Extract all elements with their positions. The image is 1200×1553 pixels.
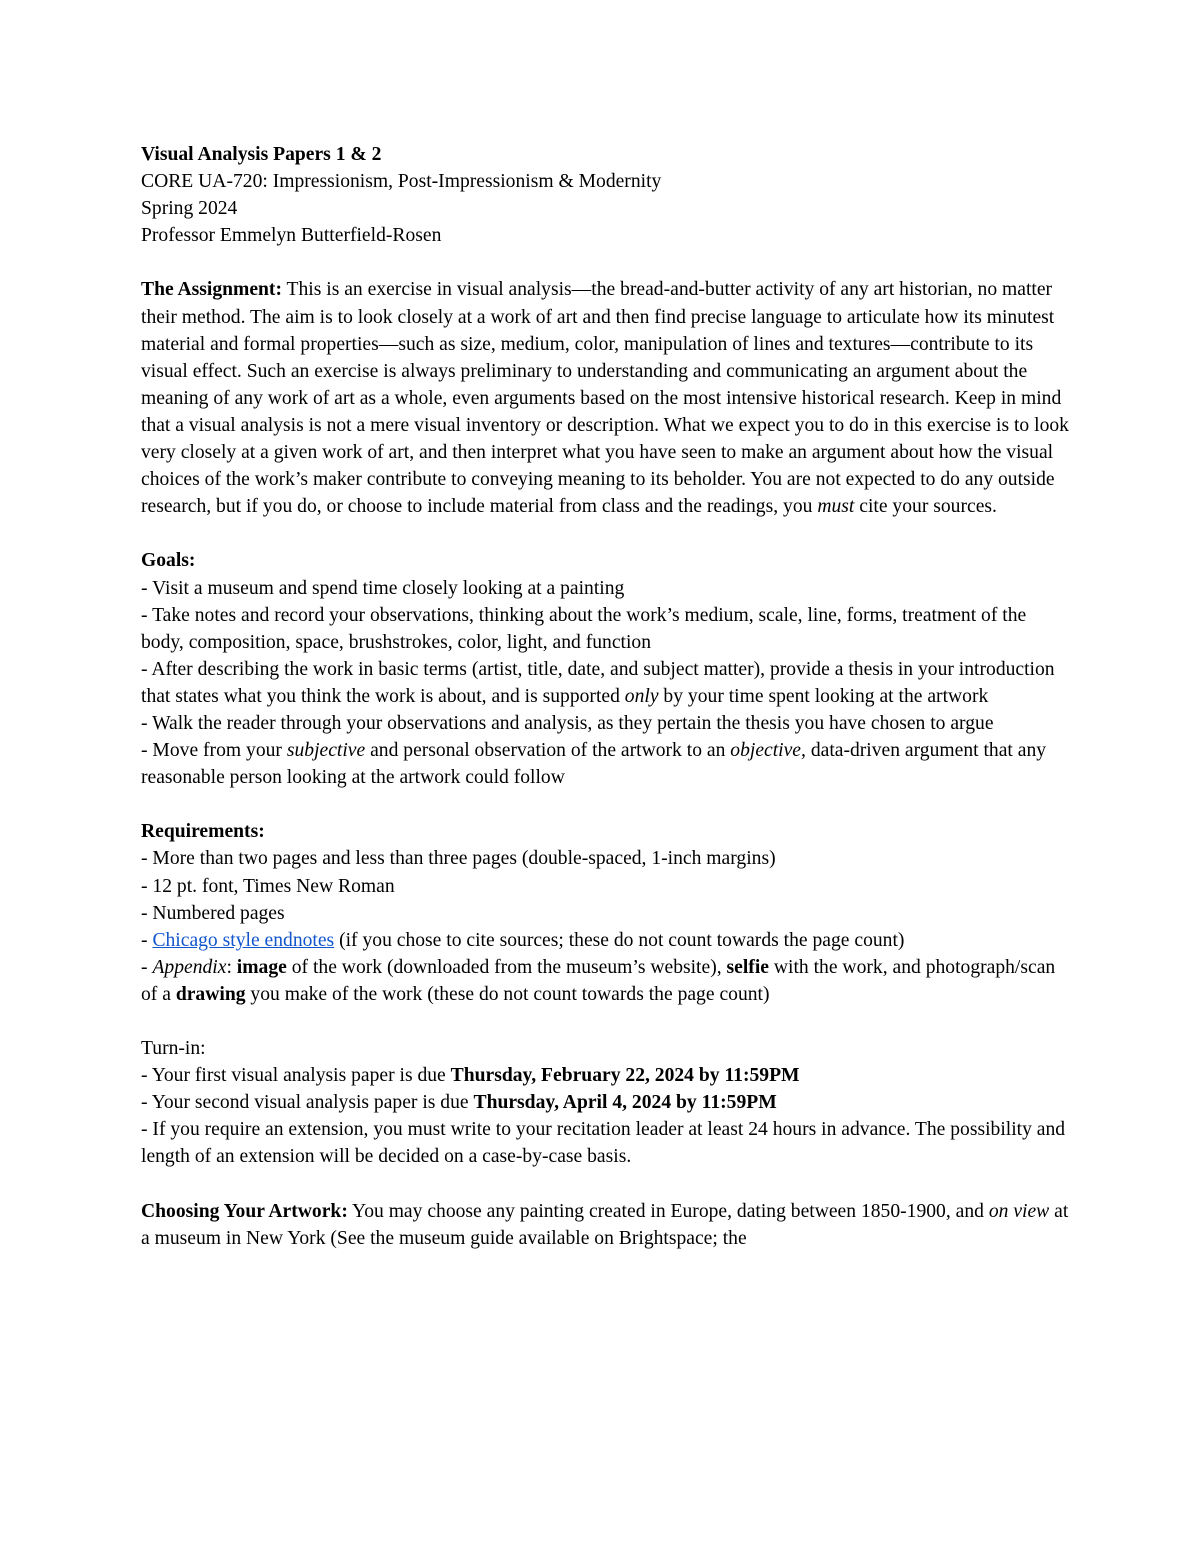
term: Spring 2024	[141, 198, 238, 220]
goals-section	[141, 547, 1071, 791]
turnin-item	[141, 1089, 1071, 1116]
professor-name: Professor Emmelyn Butterfield-Rosen	[141, 225, 442, 247]
assignment-emphasis: must	[817, 496, 855, 518]
requirements-item-text: :	[226, 956, 237, 978]
goals-heading: Goals:	[141, 550, 196, 572]
assignment-text-a: This is an exercise in visual analysis—the bread-and-butter activity of any art historian, no matter their method. The aim is to look closely at a work of art and then find precise language to articulate how its minutest material and formal properties—such as size, medium, color, manipulation of lines and textures—contribute to its visual effect. Such an exercise is always preliminary to understanding and communicating an argument about the meaning of any work of art as a whole, even arguments based on the most intensive historical research. Keep in mind that a visual analysis is not a mere visual inventory or description. What we expect you to do in this exercise is to look very closely at a given work of art, and then interpret what you have seen to make an argument about how the visual choices of the work’s maker contribute to conveying meaning to its beholder. You are not expected to do any outside research, but if you do, or choose to include material from class and the readings, you	[141, 279, 1069, 518]
document-title: Visual Analysis Papers 1 & 2	[141, 144, 382, 165]
requirements-item: - 12 pt. font, Times New Roman	[141, 875, 395, 897]
choosing-text-a: You may choose any painting created in Europe, dating between 1850-1900, and	[347, 1200, 989, 1222]
selfie-label: selfie	[726, 956, 769, 978]
goals-item-emphasis: only	[624, 685, 659, 707]
goals-item-text: data-driven argument that any reasonable person looking at the artwork could follow	[141, 740, 1047, 789]
turnin-item-text: - Your second visual analysis paper is due	[141, 1092, 474, 1114]
turnin-heading: Turn-in:	[141, 1038, 206, 1060]
goals-item: - Walk the reader through your observations and analysis, as they pertain the thesis you have chosen to argue	[141, 712, 994, 734]
goals-item-text: - After describing the work in basic terms (artist, title, date, and subject matter), provide a thesis in your introduction that states what you think the work is about, and is supported	[141, 658, 1055, 707]
chicago-style-endnotes-link[interactable]: Chicago style endnotes	[152, 929, 335, 951]
requirements-item: - Numbered pages	[141, 902, 285, 924]
assignment-heading: The Assignment:	[141, 279, 282, 301]
goals-item: - Take notes and record your observations, thinking about the work’s medium, scale, line, forms, treatment of the body, composition, space, brushstrokes, color, light, and function	[141, 604, 1027, 653]
goals-item-emphasis: subjective	[286, 740, 366, 762]
requirements-item-text: of the work (downloaded from the museum’s website),	[286, 956, 727, 978]
document-page	[141, 141, 1071, 1252]
second-due-date: Thursday, April 4, 2024 by 11:59PM	[473, 1092, 777, 1114]
choosing-heading: Choosing Your Artwork:	[141, 1200, 348, 1222]
requirements-item: - More than two pages and less than three pages (double-spaced, 1-inch margins)	[141, 848, 776, 870]
document-header	[141, 141, 1071, 249]
requirements-item-text: you make of the work (these do not count towards the page count)	[245, 983, 770, 1005]
choosing-paragraph	[141, 1198, 1071, 1252]
requirements-item	[141, 954, 1071, 1008]
goals-item-emphasis: objective,	[730, 740, 806, 762]
requirements-item-text: -	[141, 929, 153, 951]
turnin-item: - If you require an extension, you must write to your recitation leader at least 24 hours in advance. The possibility and length of an extension will be decided on a case-by-case basis.	[141, 1119, 1066, 1168]
requirements-item-text: with the work, and photograph/scan of a	[141, 956, 1056, 1005]
requirements-item-text: (if you chose to cite sources; these do not count towards the page count)	[334, 929, 905, 951]
appendix-label: Appendix	[152, 956, 227, 978]
assignment-paragraph	[141, 276, 1071, 520]
choosing-text-b: at a museum in New York (See the museum guide available on Brightspace; the	[141, 1200, 1069, 1249]
goals-item-text: by your time spent looking at the artwork	[658, 685, 989, 707]
requirements-section	[141, 818, 1071, 1008]
goals-item: - Visit a museum and spend time closely looking at a painting	[141, 577, 625, 599]
turnin-item-text: - Your first visual analysis paper is due	[141, 1065, 451, 1087]
requirements-item-text: -	[141, 956, 153, 978]
choosing-emphasis: on view	[988, 1200, 1050, 1222]
turnin-section	[141, 1035, 1071, 1170]
goals-item	[141, 656, 1071, 710]
first-due-date: Thursday, February 22, 2024 by 11:59PM	[450, 1065, 800, 1087]
goals-item	[141, 737, 1071, 791]
image-label: image	[236, 956, 287, 978]
requirements-item	[141, 927, 1071, 954]
requirements-heading: Requirements:	[141, 821, 265, 843]
goals-item-text: and personal observation of the artwork to an	[365, 740, 731, 762]
course-name: CORE UA-720: Impressionism, Post-Impressionism & Modernity	[141, 171, 662, 193]
assignment-text-b: cite your sources.	[854, 496, 997, 518]
drawing-label: drawing	[175, 983, 246, 1005]
turnin-item	[141, 1062, 1071, 1089]
goals-item-text: - Move from your	[141, 740, 287, 762]
